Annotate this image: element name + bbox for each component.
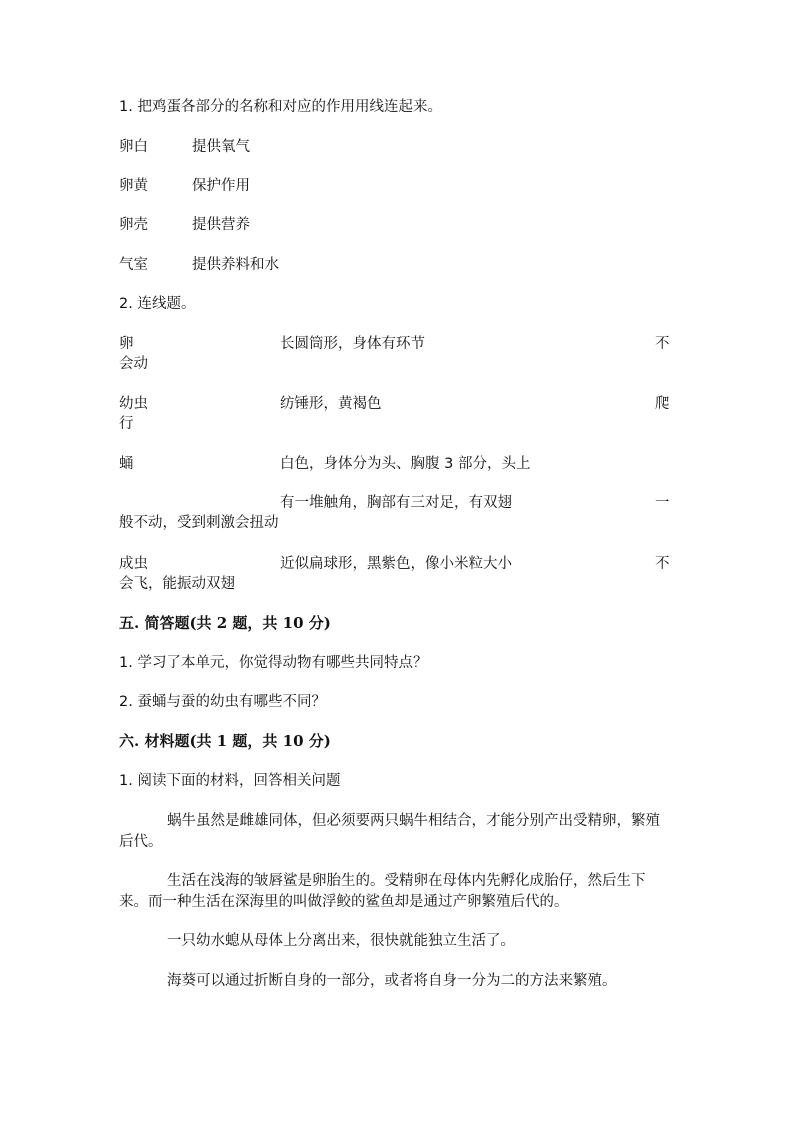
material-paragraph: 海葵可以通过折断自身的一部分，或者将自身一分为二的方法来繁殖。 <box>167 973 617 989</box>
q2-right-item: 一 <box>655 495 670 511</box>
q2-middle-item: 白色，身体分为头、胸腹 3 部分，头上 <box>280 456 531 472</box>
q1-title: 1. 把鸡蛋各部分的名称和对应的作用用线连起来。 <box>119 99 442 115</box>
q1-row-func: 保护作用 <box>192 178 250 194</box>
q1-row-name: 卵白 <box>119 139 148 155</box>
q2-left-item: 蛹 <box>119 456 134 472</box>
section6-question: 1. 阅读下面的材料，回答相关问题 <box>119 773 341 789</box>
q1-row-name: 卵壳 <box>119 217 148 233</box>
q2-middle-item: 近似扁球形，黑紫色，像小米粒大小 <box>280 556 512 572</box>
material-paragraph: 生活在浅海的皱唇鲨是卵胎生的。受精卵在母体内先孵化成胎仔，然后生下来。而一种生活在深海里的叫做浮鲛的鲨鱼却是通过产卵繁殖后代的。 <box>119 873 646 910</box>
q2-title: 2. 连线题。 <box>119 296 196 312</box>
q1-row-func: 提供氧气 <box>192 139 250 155</box>
section5-title: 五. 简答题(共 2 题，共 10 分) <box>119 614 331 632</box>
q1-row-name: 气室 <box>119 257 148 273</box>
section6-title: 六. 材料题(共 1 题，共 10 分) <box>119 732 331 750</box>
q2-left-item: 幼虫 <box>119 396 148 412</box>
q2-right-item: 不 <box>655 336 670 352</box>
q2-right-item-cont: 会飞，能振动双翅 <box>119 576 235 592</box>
q1-row-func: 提供养料和水 <box>192 257 279 273</box>
q1-row-name: 卵黄 <box>119 178 148 194</box>
q2-right-item-cont: 会动 <box>119 356 148 372</box>
q2-right-item: 爬 <box>655 396 670 412</box>
q2-middle-item: 有一堆触角，胸部有三对足，有双翅 <box>280 495 512 511</box>
q2-right-item-cont: 般不动，受到刺激会扭动 <box>119 515 279 531</box>
material-paragraph: 蜗牛虽然是雌雄同体，但必须要两只蜗牛相结合，才能分别产出受精卵，繁殖后代。 <box>119 813 660 850</box>
q1-row-func: 提供营养 <box>192 217 250 233</box>
q2-left-item: 成虫 <box>119 556 148 572</box>
q2-right-item-cont: 行 <box>119 416 134 432</box>
section5-question: 2. 蚕蛹与蚕的幼虫有哪些不同？ <box>119 694 326 710</box>
section5-question: 1. 学习了本单元，你觉得动物有哪些共同特点？ <box>119 655 428 671</box>
q2-left-item: 卵 <box>119 336 134 352</box>
q2-middle-item: 长圆筒形，身体有环节 <box>280 336 425 352</box>
q2-middle-item: 纺锤形，黄褐色 <box>280 396 382 412</box>
material-paragraph: 一只幼水螅从母体上分离出来，很快就能独立生活了。 <box>167 933 515 949</box>
q2-right-item: 不 <box>655 556 670 572</box>
